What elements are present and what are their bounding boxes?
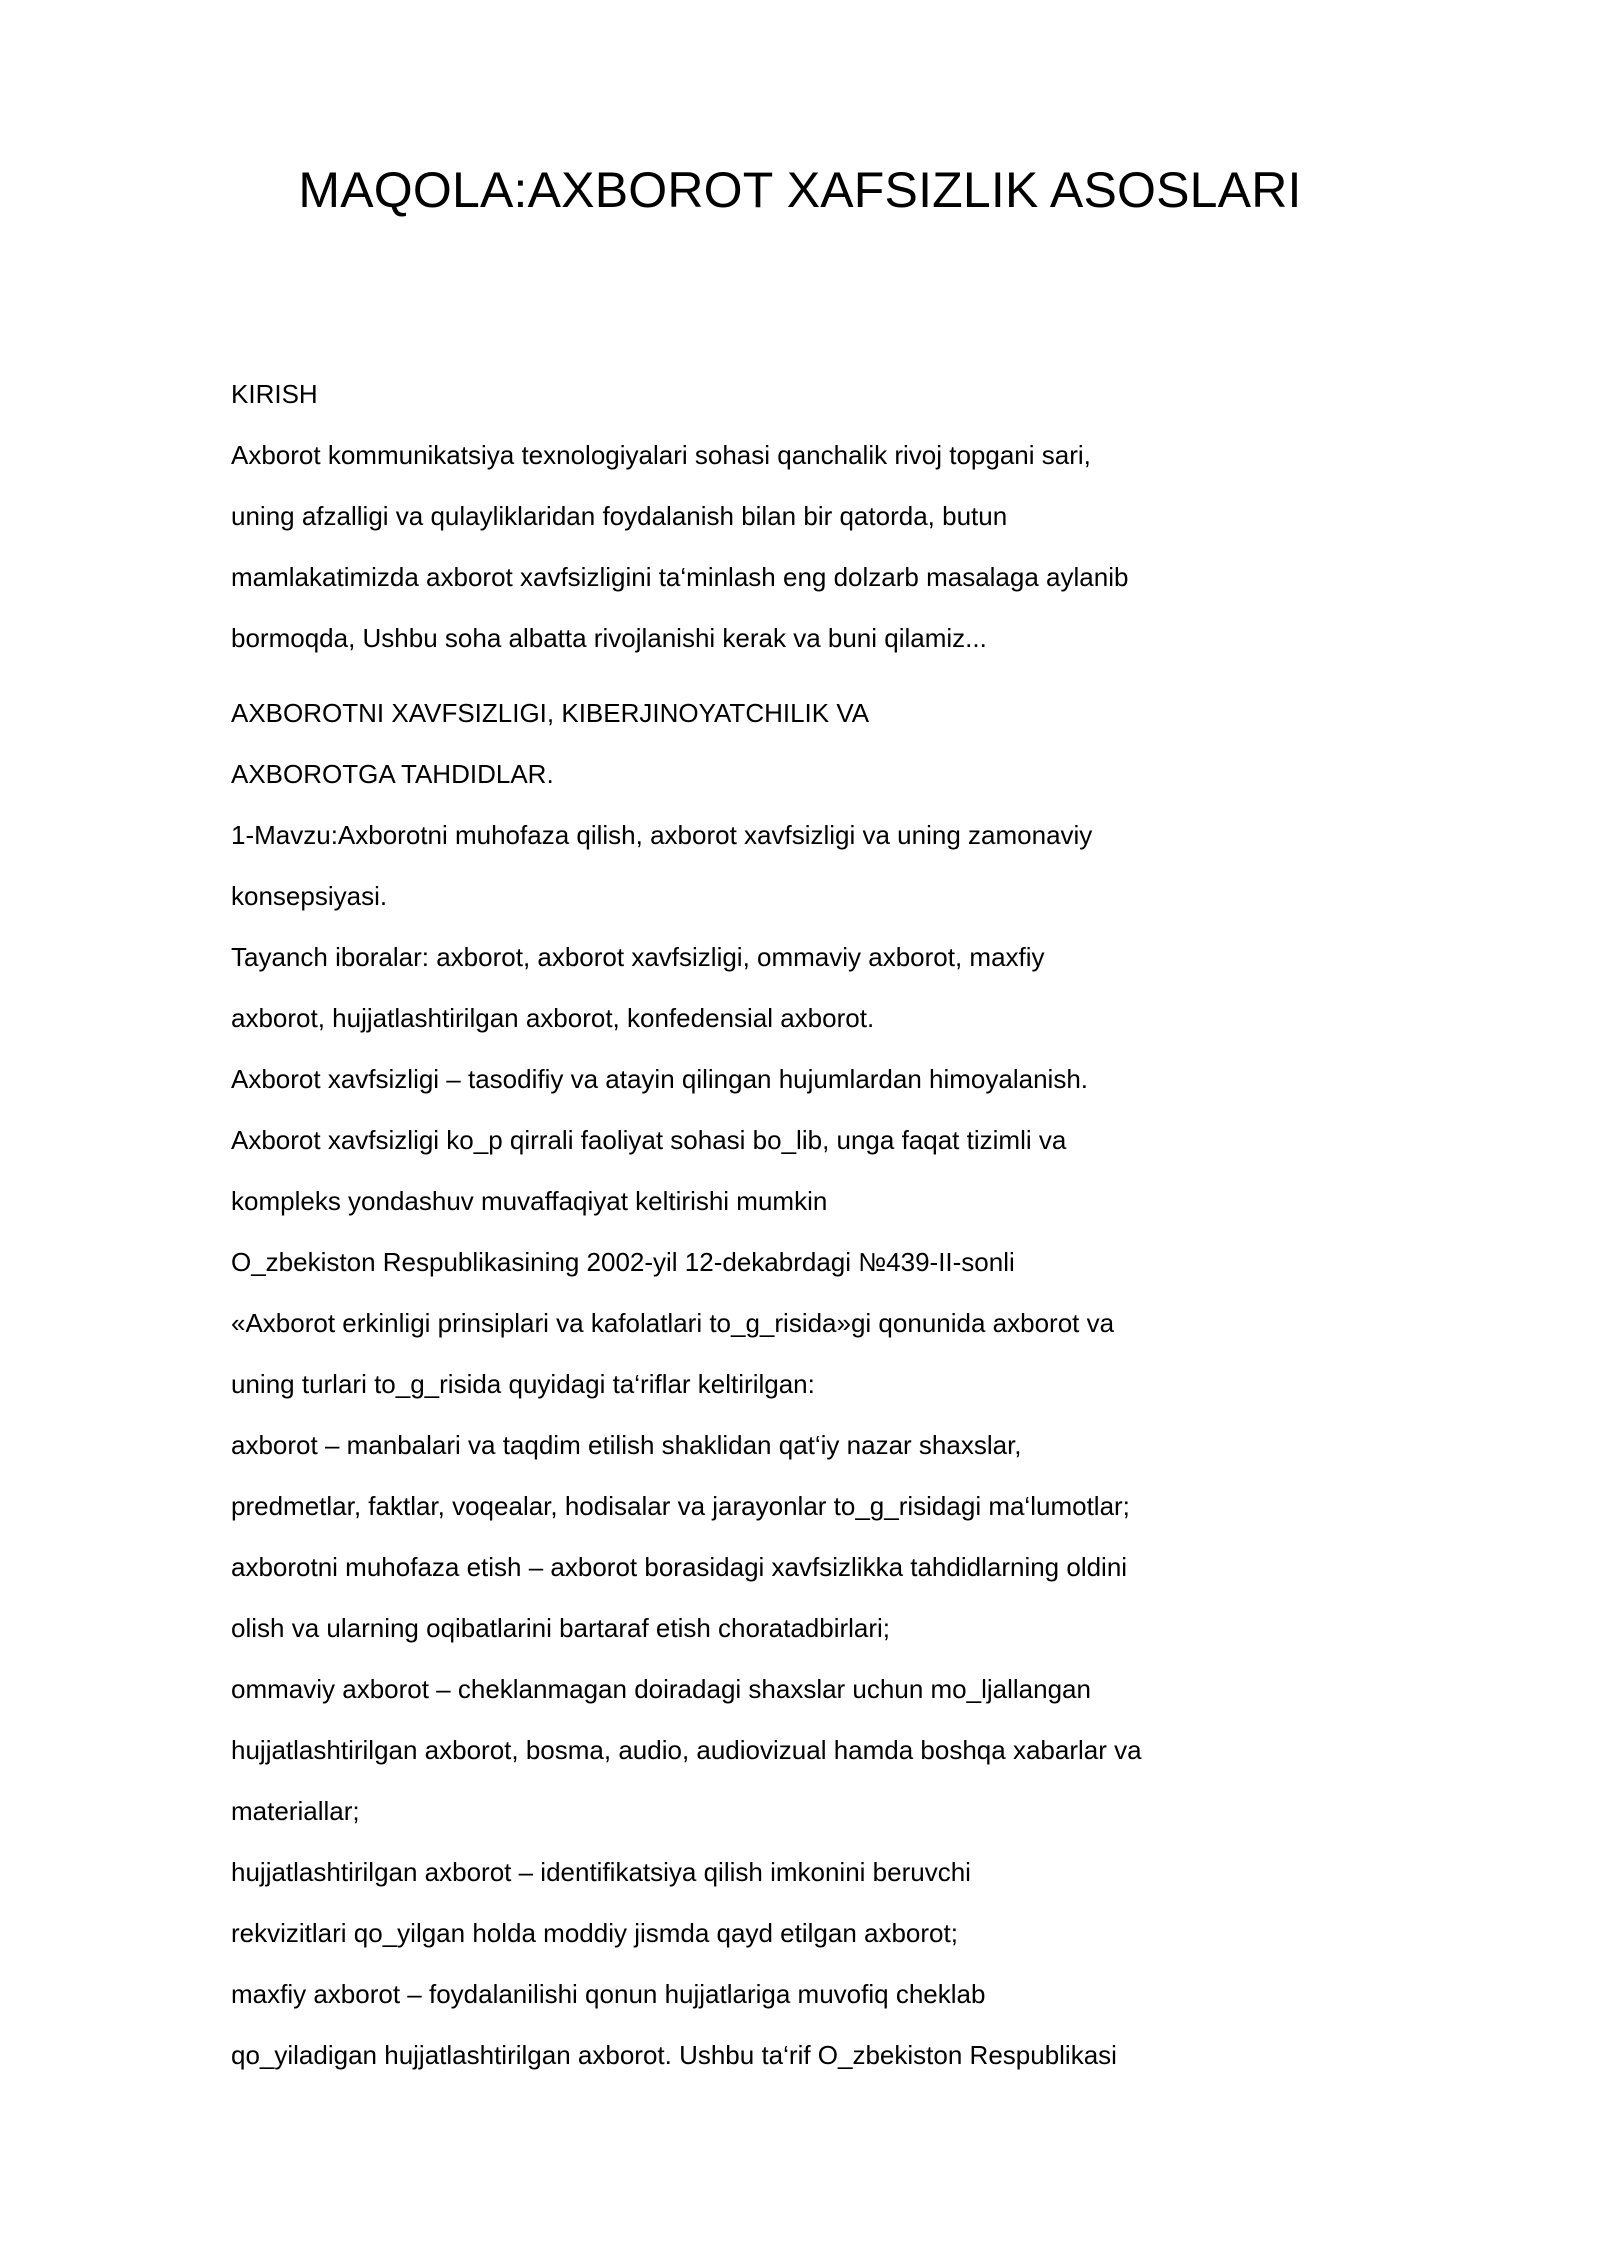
- paragraph-line: O_zbekiston Respublikasining 2002-yil 12-dekabrdagi №439-II-sonli: [231, 1247, 1015, 1277]
- paragraph-line: predmetlar, faktlar, voqealar, hodisalar va jarayonlar to_g_risidagi ma‘lumotlar;: [231, 1491, 1130, 1521]
- paragraph-line: Axborot kommunikatsiya texnologiyalari sohasi qanchalik rivoj topgani sari,: [231, 440, 1091, 470]
- paragraph-line: «Axborot erkinligi prinsiplari va kafolatlari to_g_risida»gi qonunida axborot va: [231, 1308, 1115, 1338]
- section-heading-kirish: KIRISH: [231, 379, 318, 409]
- paragraph-line: maxfiy axborot – foydalanilishi qonun hujjatlariga muvofiq cheklab: [231, 1979, 986, 2009]
- paragraph-line: mamlakatimizda axborot xavfsizligini ta‘minlash eng dolzarb masalaga aylanib: [231, 562, 1129, 592]
- paragraph-line: axborotni muhofaza etish – axborot borasidagi xavfsizlikka tahdidlarning oldini: [231, 1552, 1128, 1582]
- paragraph-line: uning afzalligi va qulayliklaridan foydalanish bilan bir qatorda, butun: [231, 501, 1008, 531]
- topic-line: 1-Mavzu:Axborotni muhofaza qilish, axborot xavfsizligi va uning zamonaviy: [231, 820, 1093, 850]
- paragraph-line: axborot – manbalari va taqdim etilish shaklidan qat‘iy nazar shaxslar,: [231, 1430, 1022, 1460]
- paragraph-line: axborot, hujjatlashtirilgan axborot, konfedensial axborot.: [231, 1003, 875, 1033]
- paragraph-line: hujjatlashtirilgan axborot – identifikatsiya qilish imkonini beruvchi: [231, 1857, 971, 1887]
- paragraph-line: qo_yiladigan hujjatlashtirilgan axborot. Ushbu ta‘rif O_zbekiston Respublikasi: [231, 2040, 1117, 2070]
- paragraph-line: bormoqda, Ushbu soha albatta rivojlanishi kerak va buni qilamiz...: [231, 623, 987, 653]
- paragraph-line: olish va ularning oqibatlarini bartaraf etish choratadbirlari;: [231, 1613, 891, 1643]
- section-heading-line: AXBOROTNI XAVFSIZLIGI, KIBERJINOYATCHILIK VA: [231, 698, 870, 728]
- paragraph-line: ommaviy axborot – cheklanmagan doiradagi shaxslar uchun mo_ljallangan: [231, 1674, 1091, 1704]
- paragraph-line: Axborot xavfsizligi ko_p qirrali faoliyat sohasi bo_lib, unga faqat tizimli va: [231, 1125, 1067, 1155]
- document-title: MAQOLA:AXBOROT XAFSIZLIK ASOSLARI: [298, 162, 1302, 218]
- main-section: [231, 683, 1491, 2086]
- topic-line: konsepsiyasi.: [231, 881, 388, 911]
- paragraph-line: kompleks yondashuv muvaffaqiyat keltirishi mumkin: [231, 1186, 828, 1216]
- paragraph-line: rekvizitlari qo_yilgan holda moddiy jismda qayd etilgan axborot;: [231, 1918, 958, 1948]
- section-heading-line: AXBOROTGA TAHDIDLAR.: [231, 759, 554, 789]
- paragraph-line: Tayanch iboralar: axborot, axborot xavfsizligi, ommaviy axborot, maxfiy: [231, 942, 1045, 972]
- intro-section: [231, 364, 1491, 669]
- paragraph-line: uning turlari to_g_risida quyidagi ta‘riflar keltirilgan:: [231, 1369, 815, 1399]
- paragraph-line: Axborot xavfsizligi – tasodifiy va atayin qilingan hujumlardan himoyalanish.: [231, 1064, 1089, 1094]
- paragraph-line: materiallar;: [231, 1796, 360, 1826]
- paragraph-line: hujjatlashtirilgan axborot, bosma, audio, audiovizual hamda boshqa xabarlar va: [231, 1735, 1142, 1765]
